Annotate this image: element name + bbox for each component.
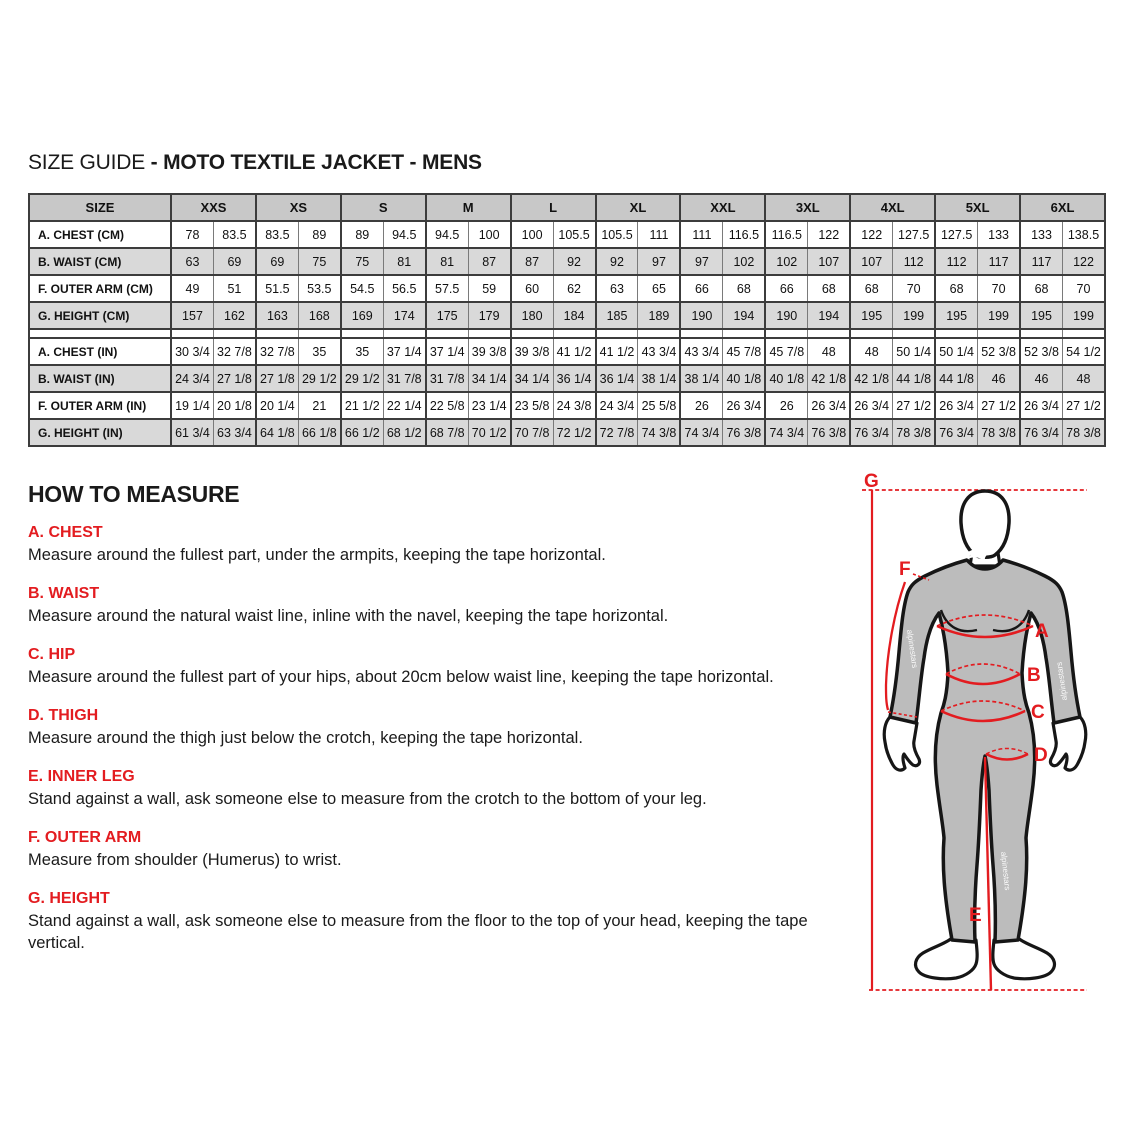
value-cell: 31 7/8 (383, 365, 425, 392)
value-cell: 34 1/4 (468, 365, 510, 392)
value-cell: 40 1/8 (723, 365, 765, 392)
value-cell: 20 1/8 (213, 392, 255, 419)
value-cell: 76 3/4 (850, 419, 892, 446)
value-cell: 105.5 (596, 221, 638, 248)
value-cell: 81 (383, 248, 425, 275)
value-cell: 26 3/4 (850, 392, 892, 419)
size-column-header-xxl: XXL (680, 194, 765, 221)
measure-section-text: Measure from shoulder (Humerus) to wrist. (28, 851, 342, 869)
spacer-cell (680, 329, 722, 338)
measure-section (28, 524, 838, 566)
value-cell: 54 1/2 (1063, 338, 1105, 365)
value-cell: 94.5 (383, 221, 425, 248)
value-cell: 68 (1020, 275, 1062, 302)
value-cell: 112 (935, 248, 977, 275)
value-cell: 29 1/2 (341, 365, 383, 392)
measure-section-text: Stand against a wall, ask someone else to measure from the crotch to the bottom of your leg. (28, 790, 707, 808)
value-cell: 194 (723, 302, 765, 329)
value-cell: 76 3/8 (808, 419, 850, 446)
size-column-header-m: M (426, 194, 511, 221)
row-label: G. HEIGHT (IN) (29, 419, 171, 446)
value-cell: 60 (511, 275, 553, 302)
value-cell: 76 3/4 (935, 419, 977, 446)
value-cell: 38 1/4 (638, 365, 680, 392)
value-cell: 45 7/8 (723, 338, 765, 365)
value-cell: 26 (765, 392, 807, 419)
table-row (29, 302, 1105, 329)
value-cell: 22 5/8 (426, 392, 468, 419)
measure-section-label: B. WAIST (28, 585, 100, 602)
value-cell: 133 (978, 221, 1020, 248)
value-cell: 81 (426, 248, 468, 275)
value-cell: 59 (468, 275, 510, 302)
table-spacer-row (29, 329, 1105, 338)
figure-left-foot (916, 938, 978, 979)
value-cell: 107 (850, 248, 892, 275)
value-cell: 199 (978, 302, 1020, 329)
value-cell: 68 7/8 (426, 419, 468, 446)
spacer-cell (765, 329, 807, 338)
value-cell: 52 3/8 (978, 338, 1020, 365)
measure-section-label: E. INNER LEG (28, 768, 135, 785)
value-cell: 43 3/4 (680, 338, 722, 365)
value-cell: 87 (511, 248, 553, 275)
value-cell: 184 (553, 302, 595, 329)
brand-mark-right-shin: alpinestars (999, 851, 1013, 891)
value-cell: 76 3/8 (723, 419, 765, 446)
brand-mark-left-forearm: alpinestars (905, 629, 920, 669)
size-table-wrapper (28, 193, 1106, 447)
value-cell: 112 (893, 248, 935, 275)
value-cell: 37 1/4 (383, 338, 425, 365)
value-cell: 48 (1063, 365, 1105, 392)
spacer-cell (256, 329, 298, 338)
value-cell: 62 (553, 275, 595, 302)
value-cell: 39 3/8 (511, 338, 553, 365)
value-cell: 122 (808, 221, 850, 248)
value-cell: 180 (511, 302, 553, 329)
value-cell: 29 1/2 (298, 365, 340, 392)
value-cell: 65 (638, 275, 680, 302)
measure-sections (28, 524, 838, 973)
value-cell: 26 (680, 392, 722, 419)
value-cell: 32 7/8 (256, 338, 298, 365)
value-cell: 52 3/8 (1020, 338, 1062, 365)
value-cell: 26 3/4 (935, 392, 977, 419)
value-cell: 174 (383, 302, 425, 329)
value-cell: 72 7/8 (596, 419, 638, 446)
value-cell: 122 (1063, 248, 1105, 275)
value-cell: 190 (680, 302, 722, 329)
value-cell: 102 (723, 248, 765, 275)
value-cell: 70 (978, 275, 1020, 302)
size-column-header-3xl: 3XL (765, 194, 850, 221)
label-b-waist: B (1027, 665, 1041, 686)
value-cell: 122 (850, 221, 892, 248)
value-cell: 66 (680, 275, 722, 302)
value-cell: 133 (1020, 221, 1062, 248)
value-cell: 83.5 (213, 221, 255, 248)
page-title-prefix: SIZE GUIDE (28, 151, 151, 174)
row-label: G. HEIGHT (CM) (29, 302, 171, 329)
measure-section (28, 829, 838, 871)
value-cell: 27 1/2 (1063, 392, 1105, 419)
spacer-cell (213, 329, 255, 338)
table-row (29, 248, 1105, 275)
value-cell: 44 1/8 (935, 365, 977, 392)
value-cell: 48 (808, 338, 850, 365)
spacer-cell (29, 329, 171, 338)
value-cell: 27 1/8 (213, 365, 255, 392)
page-title (28, 151, 482, 175)
spacer-cell (596, 329, 638, 338)
value-cell: 21 1/2 (341, 392, 383, 419)
value-cell: 43 3/4 (638, 338, 680, 365)
table-row (29, 221, 1105, 248)
value-cell: 27 1/2 (978, 392, 1020, 419)
value-cell: 69 (213, 248, 255, 275)
label-g-height: G (864, 471, 879, 492)
value-cell: 74 3/4 (765, 419, 807, 446)
value-cell: 138.5 (1063, 221, 1105, 248)
value-cell: 68 (935, 275, 977, 302)
value-cell: 24 3/8 (553, 392, 595, 419)
value-cell: 35 (298, 338, 340, 365)
value-cell: 37 1/4 (426, 338, 468, 365)
value-cell: 199 (1063, 302, 1105, 329)
value-cell: 23 5/8 (511, 392, 553, 419)
measure-section-text: Stand against a wall, ask someone else to measure from the floor to the top of your head, keeping the tape vertical. (28, 912, 808, 952)
value-cell: 72 1/2 (553, 419, 595, 446)
measure-section-text: Measure around the natural waist line, inline with the navel, keeping the tape horizontal. (28, 607, 669, 625)
value-cell: 51.5 (256, 275, 298, 302)
spacer-cell (893, 329, 935, 338)
measure-section-text: Measure around the fullest part of your hips, about 20cm below waist line, keeping the tape horizontal. (28, 668, 774, 686)
value-cell: 26 3/4 (808, 392, 850, 419)
value-cell: 53.5 (298, 275, 340, 302)
figure-right-foot (993, 938, 1055, 979)
how-to-measure-heading: HOW TO MEASURE (28, 481, 240, 507)
value-cell: 45 7/8 (765, 338, 807, 365)
value-cell: 40 1/8 (765, 365, 807, 392)
value-cell: 116.5 (723, 221, 765, 248)
size-column-header-xxs: XXS (171, 194, 256, 221)
value-cell: 199 (893, 302, 935, 329)
value-cell: 185 (596, 302, 638, 329)
value-cell: 78 3/8 (893, 419, 935, 446)
row-label: F. OUTER ARM (CM) (29, 275, 171, 302)
figure-right-hand (1050, 717, 1085, 770)
value-cell: 70 7/8 (511, 419, 553, 446)
value-cell: 41 1/2 (596, 338, 638, 365)
spacer-cell (638, 329, 680, 338)
measure-section (28, 707, 838, 749)
value-cell: 117 (1020, 248, 1062, 275)
value-cell: 92 (553, 248, 595, 275)
measure-section (28, 768, 838, 810)
row-label: B. WAIST (IN) (29, 365, 171, 392)
measure-section-label: D. THIGH (28, 707, 99, 724)
measurement-figure (855, 470, 1100, 1030)
figure-left-hand (884, 717, 919, 770)
size-column-header-xl: XL (596, 194, 681, 221)
label-e-inner-leg: E (969, 905, 982, 926)
page-title-product: - MOTO TEXTILE JACKET - MENS (150, 151, 482, 174)
size-column-header-xs: XS (256, 194, 341, 221)
value-cell: 195 (935, 302, 977, 329)
value-cell: 46 (978, 365, 1020, 392)
spacer-cell (383, 329, 425, 338)
table-row (29, 275, 1105, 302)
value-cell: 63 (171, 248, 213, 275)
value-cell: 97 (680, 248, 722, 275)
value-cell: 102 (765, 248, 807, 275)
value-cell: 48 (850, 338, 892, 365)
value-cell: 25 5/8 (638, 392, 680, 419)
brand-mark-right-forearm: alpinestars (1054, 661, 1069, 701)
spacer-cell (171, 329, 213, 338)
value-cell: 179 (468, 302, 510, 329)
value-cell: 78 3/8 (978, 419, 1020, 446)
measure-section-label: F. OUTER ARM (28, 829, 142, 846)
value-cell: 100 (468, 221, 510, 248)
spacer-cell (808, 329, 850, 338)
value-cell: 30 3/4 (171, 338, 213, 365)
value-cell: 24 3/4 (171, 365, 213, 392)
value-cell: 27 1/8 (256, 365, 298, 392)
value-cell: 51 (213, 275, 255, 302)
value-cell: 111 (638, 221, 680, 248)
value-cell: 92 (596, 248, 638, 275)
row-label: F. OUTER ARM (IN) (29, 392, 171, 419)
value-cell: 20 1/4 (256, 392, 298, 419)
value-cell: 21 (298, 392, 340, 419)
value-cell: 189 (638, 302, 680, 329)
value-cell: 26 3/4 (723, 392, 765, 419)
table-row (29, 392, 1105, 419)
value-cell: 50 1/4 (935, 338, 977, 365)
value-cell: 44 1/8 (893, 365, 935, 392)
spacer-cell (1020, 329, 1062, 338)
figure-body-suit (890, 560, 1080, 942)
value-cell: 34 1/4 (511, 365, 553, 392)
value-cell: 66 1/8 (298, 419, 340, 446)
value-cell: 54.5 (341, 275, 383, 302)
value-cell: 97 (638, 248, 680, 275)
measure-section-text: Measure around the thigh just below the crotch, keeping the tape horizontal. (28, 729, 583, 747)
value-cell: 175 (426, 302, 468, 329)
value-cell: 66 1/2 (341, 419, 383, 446)
value-cell: 107 (808, 248, 850, 275)
value-cell: 32 7/8 (213, 338, 255, 365)
size-table (28, 193, 1106, 447)
table-row (29, 419, 1105, 446)
value-cell: 78 3/8 (1063, 419, 1105, 446)
size-column-header-5xl: 5XL (935, 194, 1020, 221)
size-table-corner-label: SIZE (29, 194, 171, 221)
size-column-header-6xl: 6XL (1020, 194, 1105, 221)
value-cell: 38 1/4 (680, 365, 722, 392)
spacer-cell (850, 329, 892, 338)
value-cell: 19 1/4 (171, 392, 213, 419)
value-cell: 195 (1020, 302, 1062, 329)
value-cell: 36 1/4 (553, 365, 595, 392)
value-cell: 69 (256, 248, 298, 275)
size-column-header-4xl: 4XL (850, 194, 935, 221)
spacer-cell (341, 329, 383, 338)
value-cell: 50 1/4 (893, 338, 935, 365)
value-cell: 68 (723, 275, 765, 302)
measure-section-label: G. HEIGHT (28, 890, 110, 907)
value-cell: 68 (808, 275, 850, 302)
label-a-chest: A (1035, 621, 1049, 642)
value-cell: 94.5 (426, 221, 468, 248)
value-cell: 83.5 (256, 221, 298, 248)
row-label: B. WAIST (CM) (29, 248, 171, 275)
value-cell: 157 (171, 302, 213, 329)
value-cell: 127.5 (893, 221, 935, 248)
spacer-cell (935, 329, 977, 338)
value-cell: 66 (765, 275, 807, 302)
value-cell: 56.5 (383, 275, 425, 302)
value-cell: 75 (298, 248, 340, 275)
size-table-header-row (29, 194, 1105, 221)
value-cell: 36 1/4 (596, 365, 638, 392)
value-cell: 70 1/2 (468, 419, 510, 446)
value-cell: 39 3/8 (468, 338, 510, 365)
value-cell: 78 (171, 221, 213, 248)
table-row (29, 365, 1105, 392)
spacer-cell (511, 329, 553, 338)
value-cell: 26 3/4 (1020, 392, 1062, 419)
value-cell: 100 (511, 221, 553, 248)
value-cell: 23 1/4 (468, 392, 510, 419)
row-label: A. CHEST (CM) (29, 221, 171, 248)
value-cell: 57.5 (426, 275, 468, 302)
value-cell: 68 1/2 (383, 419, 425, 446)
measure-section (28, 890, 838, 954)
table-row (29, 338, 1105, 365)
value-cell: 194 (808, 302, 850, 329)
value-cell: 89 (298, 221, 340, 248)
size-column-header-s: S (341, 194, 426, 221)
value-cell: 46 (1020, 365, 1062, 392)
spacer-cell (723, 329, 765, 338)
value-cell: 63 3/4 (213, 419, 255, 446)
spacer-cell (468, 329, 510, 338)
value-cell: 68 (850, 275, 892, 302)
spacer-cell (553, 329, 595, 338)
spacer-cell (978, 329, 1020, 338)
value-cell: 76 3/4 (1020, 419, 1062, 446)
value-cell: 105.5 (553, 221, 595, 248)
value-cell: 87 (468, 248, 510, 275)
value-cell: 169 (341, 302, 383, 329)
measure-section-label: C. HIP (28, 646, 76, 663)
spacer-cell (1063, 329, 1105, 338)
value-cell: 168 (298, 302, 340, 329)
size-column-header-l: L (511, 194, 596, 221)
value-cell: 74 3/8 (638, 419, 680, 446)
measure-section (28, 585, 838, 627)
value-cell: 42 1/8 (808, 365, 850, 392)
value-cell: 195 (850, 302, 892, 329)
value-cell: 117 (978, 248, 1020, 275)
value-cell: 89 (341, 221, 383, 248)
value-cell: 75 (341, 248, 383, 275)
value-cell: 127.5 (935, 221, 977, 248)
measure-section (28, 646, 838, 688)
label-c-hip: C (1031, 702, 1045, 723)
value-cell: 41 1/2 (553, 338, 595, 365)
measure-section-label: A. CHEST (28, 524, 103, 541)
value-cell: 27 1/2 (893, 392, 935, 419)
value-cell: 162 (213, 302, 255, 329)
value-cell: 70 (893, 275, 935, 302)
spacer-cell (426, 329, 468, 338)
figure-head (961, 491, 1009, 557)
value-cell: 64 1/8 (256, 419, 298, 446)
value-cell: 190 (765, 302, 807, 329)
value-cell: 111 (680, 221, 722, 248)
value-cell: 70 (1063, 275, 1105, 302)
value-cell: 116.5 (765, 221, 807, 248)
value-cell: 74 3/4 (680, 419, 722, 446)
spacer-cell (298, 329, 340, 338)
value-cell: 24 3/4 (596, 392, 638, 419)
value-cell: 35 (341, 338, 383, 365)
value-cell: 49 (171, 275, 213, 302)
label-f-outer-arm: F (899, 559, 911, 580)
value-cell: 61 3/4 (171, 419, 213, 446)
value-cell: 163 (256, 302, 298, 329)
label-d-thigh: D (1034, 745, 1048, 766)
row-label: A. CHEST (IN) (29, 338, 171, 365)
value-cell: 22 1/4 (383, 392, 425, 419)
value-cell: 31 7/8 (426, 365, 468, 392)
value-cell: 63 (596, 275, 638, 302)
value-cell: 42 1/8 (850, 365, 892, 392)
measure-section-text: Measure around the fullest part, under the armpits, keeping the tape horizontal. (28, 546, 606, 564)
